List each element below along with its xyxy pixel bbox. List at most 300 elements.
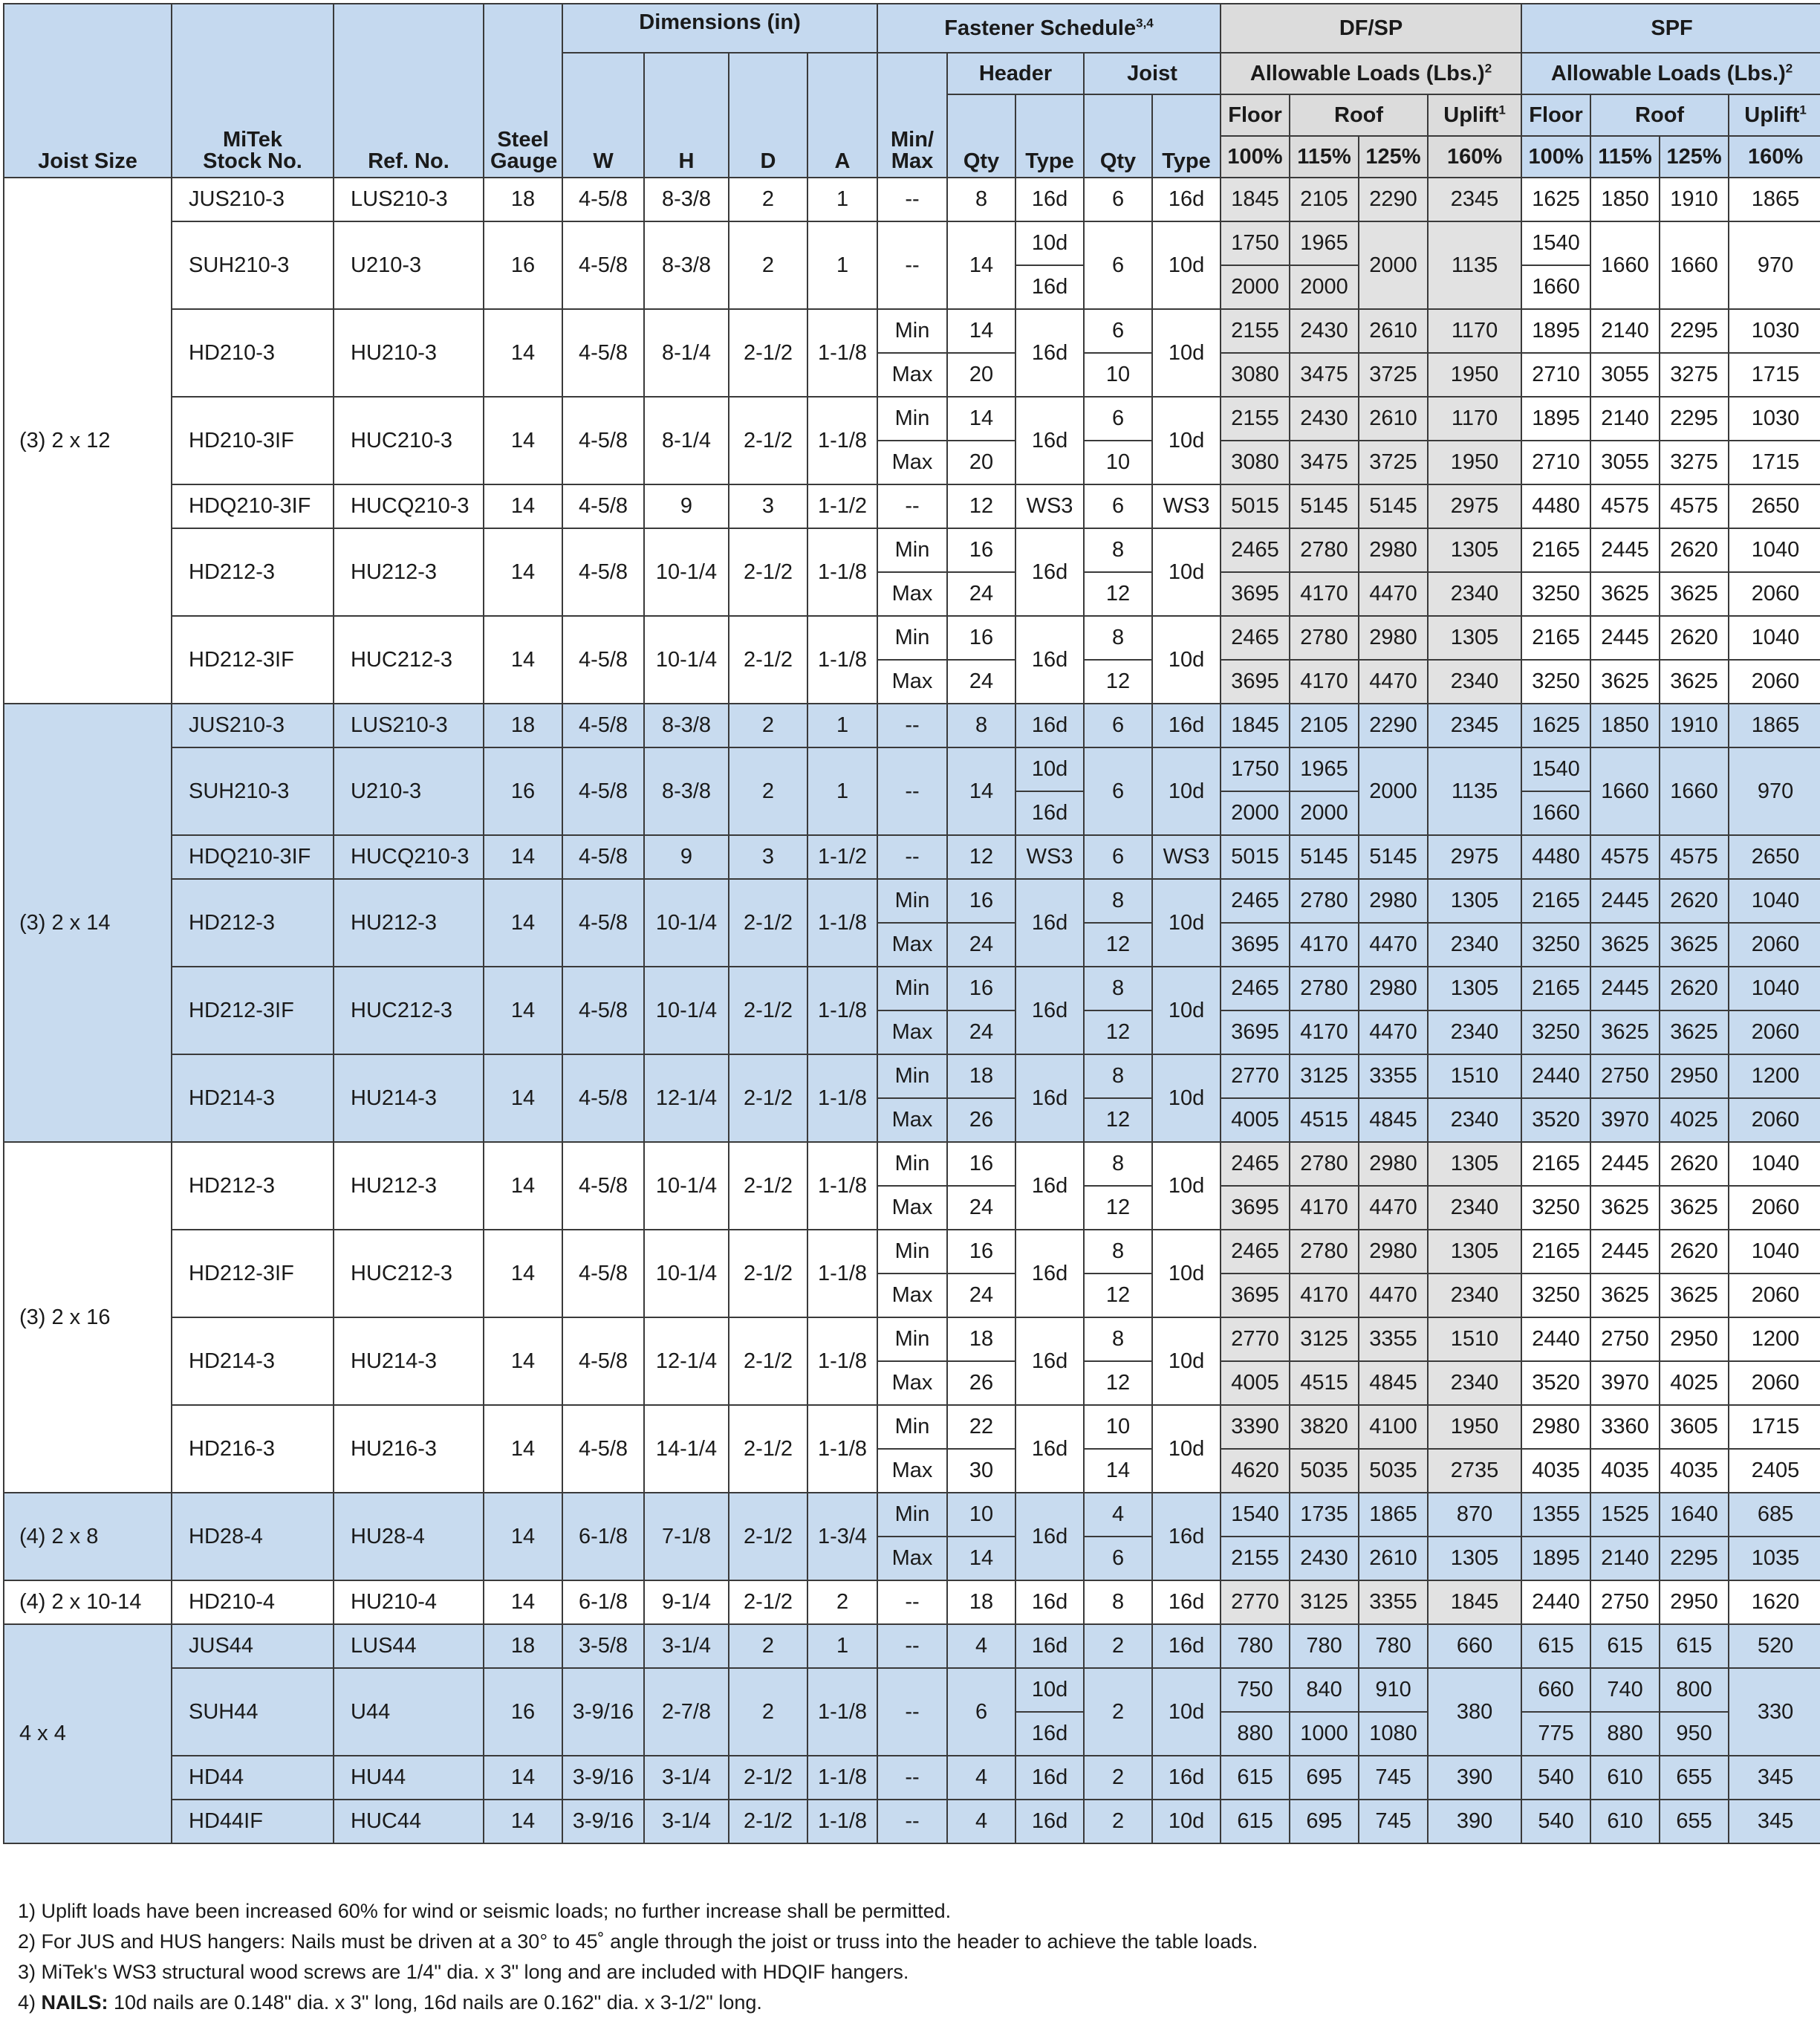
- dfsp-floor-cell: 1845: [1221, 178, 1290, 221]
- dim-a-cell: 1-3/4: [807, 1493, 877, 1580]
- ref-no-cell: HUC212-3: [334, 1230, 484, 1317]
- header-type-cell: 16d: [1015, 879, 1084, 967]
- dim-h-cell: 8-1/4: [644, 397, 729, 484]
- ref-no-cell: HUC210-3: [334, 397, 484, 484]
- joist-qty-cell: 8: [1084, 1230, 1152, 1274]
- gauge-cell: 18: [484, 1624, 562, 1668]
- table-row: [4, 1580, 1820, 1624]
- dim-d-cell: 2-1/2: [729, 879, 807, 967]
- dfsp-roof125-cell: 2290: [1359, 178, 1428, 221]
- table-header: [4, 4, 1820, 178]
- header-qty-cell: 22: [947, 1405, 1015, 1449]
- dim-w-cell: 4-5/8: [562, 704, 644, 747]
- dim-a-cell: 1-1/8: [807, 967, 877, 1054]
- spf-floor-cell: 1660: [1521, 265, 1590, 309]
- table-row: [4, 1800, 1820, 1843]
- stock-no-cell: HD28-4: [172, 1493, 334, 1580]
- ref-no-cell: LUS44: [334, 1624, 484, 1668]
- dim-d-cell: 2-1/2: [729, 1054, 807, 1142]
- spf-roof125-cell: 2950: [1660, 1317, 1729, 1361]
- ref-no-cell: HUCQ210-3: [334, 484, 484, 528]
- joist-size-cell: (4) 2 x 10-14: [4, 1580, 172, 1624]
- joist-type-cell: 10d: [1152, 616, 1221, 704]
- spf-roof125-cell: 3625: [1660, 572, 1729, 616]
- dfsp-roof125-cell: 3355: [1359, 1580, 1428, 1624]
- dim-h-cell: 14-1/4: [644, 1405, 729, 1493]
- header-type-cell: 16d: [1015, 1054, 1084, 1142]
- col-ref-no: Ref. No.: [334, 4, 484, 178]
- spf-floor-cell: 1540: [1521, 221, 1590, 265]
- dfsp-roof115-cell: 2780: [1290, 879, 1359, 923]
- min-max-cell: Max: [877, 660, 947, 704]
- dim-w-cell: 3-9/16: [562, 1800, 644, 1843]
- spf-uplift-cell: 2060: [1729, 1098, 1820, 1142]
- ref-no-cell: HU212-3: [334, 879, 484, 967]
- table-row: [4, 967, 1820, 1010]
- dfsp-uplift-cell: 2340: [1428, 1186, 1521, 1230]
- gauge-cell: 14: [484, 1142, 562, 1230]
- dim-d-cell: 2-1/2: [729, 616, 807, 704]
- gauge-cell: 16: [484, 221, 562, 309]
- spf-roof125-cell: 4025: [1660, 1098, 1729, 1142]
- joist-type-cell: 16d: [1152, 1756, 1221, 1800]
- dim-h-cell: 10-1/4: [644, 1230, 729, 1317]
- min-max-cell: Max: [877, 353, 947, 397]
- dfsp-uplift-cell: 2340: [1428, 923, 1521, 967]
- dim-w-cell: 4-5/8: [562, 1405, 644, 1493]
- min-max-cell: Max: [877, 572, 947, 616]
- spf-uplift-cell: 1620: [1729, 1580, 1820, 1624]
- header-qty-cell: 14: [947, 747, 1015, 835]
- dim-w-cell: 6-1/8: [562, 1580, 644, 1624]
- spf-uplift-cell: 970: [1729, 747, 1820, 835]
- ref-no-cell: LUS210-3: [334, 704, 484, 747]
- dfsp-floor-cell: 2770: [1221, 1317, 1290, 1361]
- footnote-2: 2) For JUS and HUS hangers: Nails must be driven at a 30° to 45˚ angle through the joist or truss into the header to achieve the table loads.: [18, 1930, 1258, 1953]
- dfsp-roof115-cell: 2780: [1290, 967, 1359, 1010]
- joist-type-cell: 16d: [1152, 178, 1221, 221]
- spf-roof125-cell: 4035: [1660, 1449, 1729, 1493]
- dfsp-roof125-cell: 4470: [1359, 660, 1428, 704]
- col-mitek-stock: MiTek Stock No.: [172, 4, 334, 178]
- dfsp-floor-cell: 750: [1221, 1668, 1290, 1712]
- joist-qty-cell: 12: [1084, 660, 1152, 704]
- dfsp-roof115-cell: 4170: [1290, 660, 1359, 704]
- dim-h-cell: 9: [644, 835, 729, 879]
- dim-w-cell: 4-5/8: [562, 616, 644, 704]
- dfsp-roof125-cell: 4470: [1359, 572, 1428, 616]
- footnote-4-bold: NAILS:: [41, 1991, 108, 2014]
- gauge-cell: 14: [484, 1800, 562, 1843]
- header-qty-cell: 8: [947, 178, 1015, 221]
- min-max-cell: Min: [877, 1054, 947, 1098]
- joist-qty-cell: 8: [1084, 1317, 1152, 1361]
- spf-floor-cell: 3250: [1521, 572, 1590, 616]
- header-type-cell: 16d: [1015, 1493, 1084, 1580]
- min-max-cell: --: [877, 221, 947, 309]
- dim-w-cell: 4-5/8: [562, 879, 644, 967]
- ref-no-cell: HUC44: [334, 1800, 484, 1843]
- spf-uplift-cell: 1865: [1729, 704, 1820, 747]
- spf-uplift-cell: 2405: [1729, 1449, 1820, 1493]
- stock-no-cell: HD216-3: [172, 1405, 334, 1493]
- dfsp-roof115-cell: 2000: [1290, 791, 1359, 835]
- dim-w-cell: 4-5/8: [562, 528, 644, 616]
- spf-floor-cell: 2165: [1521, 1230, 1590, 1274]
- col-w: W: [562, 53, 644, 178]
- spf-100: 100%: [1521, 136, 1590, 178]
- dfsp-uplift-cell: 1510: [1428, 1054, 1521, 1098]
- dfsp-uplift-cell: 2340: [1428, 572, 1521, 616]
- spf-uplift-cell: 2060: [1729, 572, 1820, 616]
- gauge-cell: 14: [484, 1405, 562, 1493]
- dfsp-roof115-cell: 2780: [1290, 528, 1359, 572]
- stock-no-cell: HD212-3: [172, 528, 334, 616]
- dim-d-cell: 2-1/2: [729, 1800, 807, 1843]
- joist-type-cell: 10d: [1152, 1668, 1221, 1756]
- dfsp-floor-cell: 3080: [1221, 353, 1290, 397]
- joist-type-cell: 10d: [1152, 1142, 1221, 1230]
- spf-floor-cell: 1895: [1521, 397, 1590, 441]
- spf-uplift-cell: 2060: [1729, 1010, 1820, 1054]
- ref-no-cell: U210-3: [334, 221, 484, 309]
- joist-size-cell: (3) 2 x 16: [4, 1142, 172, 1493]
- dfsp-uplift-cell: 1135: [1428, 221, 1521, 309]
- dim-w-cell: 4-5/8: [562, 309, 644, 397]
- spf-roof115-cell: 2445: [1590, 967, 1660, 1010]
- dfsp-floor-cell: 615: [1221, 1800, 1290, 1843]
- joist-type-cell: 10d: [1152, 1054, 1221, 1142]
- table-body: [4, 178, 1820, 1843]
- joist-qty-cell: 8: [1084, 1580, 1152, 1624]
- spf-roof115-cell: 1660: [1590, 747, 1660, 835]
- joist-qty-cell: 10: [1084, 353, 1152, 397]
- joist-qty-cell: 2: [1084, 1756, 1152, 1800]
- dim-a-cell: 1-1/8: [807, 1756, 877, 1800]
- table-row: [4, 1054, 1820, 1098]
- dfsp-roof125-cell: 2000: [1359, 221, 1428, 309]
- dfsp-roof125-cell: 2000: [1359, 747, 1428, 835]
- spf-floor-cell: 1355: [1521, 1493, 1590, 1537]
- header-qty-cell: 24: [947, 572, 1015, 616]
- gauge-cell: 14: [484, 1230, 562, 1317]
- gauge-cell: 14: [484, 1054, 562, 1142]
- fastener-sup: 3,4: [1136, 15, 1154, 30]
- joist-qty-cell: 6: [1084, 747, 1152, 835]
- dfsp-125: 125%: [1359, 136, 1428, 178]
- min-max-cell: Min: [877, 1230, 947, 1274]
- dim-d-cell: 3: [729, 835, 807, 879]
- spf-floor-cell: 2980: [1521, 1405, 1590, 1449]
- table-row: [4, 1668, 1820, 1712]
- joist-type-cell: 16d: [1152, 704, 1221, 747]
- dfsp-115: 115%: [1290, 136, 1359, 178]
- min-max-cell: Min: [877, 879, 947, 923]
- dfsp-roof115-cell: 2430: [1290, 1537, 1359, 1580]
- gauge-cell: 14: [484, 528, 562, 616]
- header-type-cell: 16d: [1015, 704, 1084, 747]
- dim-h-cell: 10-1/4: [644, 1142, 729, 1230]
- header-type-cell: 16d: [1015, 178, 1084, 221]
- dfsp-floor-cell: 2465: [1221, 1230, 1290, 1274]
- dfsp-roof115-cell: 4170: [1290, 923, 1359, 967]
- spf-roof125-cell: 2620: [1660, 1142, 1729, 1186]
- dim-w-cell: 4-5/8: [562, 1054, 644, 1142]
- dim-d-cell: 2: [729, 221, 807, 309]
- dfsp-roof115-cell: 2430: [1290, 397, 1359, 441]
- dim-w-cell: 4-5/8: [562, 221, 644, 309]
- header-type-cell: 16d: [1015, 967, 1084, 1054]
- spf-floor-cell: 2440: [1521, 1317, 1590, 1361]
- header-type-cell: 16d: [1015, 528, 1084, 616]
- joist-size-cell: (4) 2 x 8: [4, 1493, 172, 1580]
- col-h: H: [644, 53, 729, 178]
- dfsp-uplift-cell: 1170: [1428, 309, 1521, 353]
- spf-floor-cell: 4480: [1521, 835, 1590, 879]
- header-type-cell: 10d: [1015, 221, 1084, 265]
- spf-floor-cell: 615: [1521, 1624, 1590, 1668]
- dfsp-roof115-cell: 3125: [1290, 1054, 1359, 1098]
- gauge-cell: 14: [484, 835, 562, 879]
- dfsp-allowable: [1221, 53, 1521, 94]
- header-qty-cell: 20: [947, 353, 1015, 397]
- spf-roof115-cell: 2750: [1590, 1580, 1660, 1624]
- header-qty-cell: 26: [947, 1361, 1015, 1405]
- joist-qty-cell: 6: [1084, 178, 1152, 221]
- dim-a-cell: 1: [807, 1624, 877, 1668]
- joist-type-cell: 10d: [1152, 1800, 1221, 1843]
- header-qty-cell: 10: [947, 1493, 1015, 1537]
- dim-h-cell: 8-1/4: [644, 309, 729, 397]
- dim-a-cell: 1-1/8: [807, 616, 877, 704]
- dfsp-roof125-cell: 2980: [1359, 1230, 1428, 1274]
- spf-roof125-cell: 2620: [1660, 879, 1729, 923]
- dim-h-cell: 12-1/4: [644, 1054, 729, 1142]
- dim-h-cell: 3-1/4: [644, 1756, 729, 1800]
- dfsp-floor-cell: 2465: [1221, 879, 1290, 923]
- spf-uplift-cell: 2060: [1729, 923, 1820, 967]
- dim-w-cell: 4-5/8: [562, 1142, 644, 1230]
- header-qty-cell: 24: [947, 660, 1015, 704]
- stock-no-cell: HD212-3IF: [172, 967, 334, 1054]
- dfsp-roof125-cell: 2980: [1359, 528, 1428, 572]
- ref-no-cell: HUC212-3: [334, 616, 484, 704]
- footnote-3: 3) MiTek's WS3 structural wood screws are 1/4" dia. x 3" long and are included with HDQIF hangers.: [18, 1961, 909, 1983]
- spf-uplift-cell: 2060: [1729, 1361, 1820, 1405]
- dim-a-cell: 1: [807, 704, 877, 747]
- min-max-cell: Min: [877, 309, 947, 353]
- spf-roof115-cell: 3055: [1590, 353, 1660, 397]
- spf-roof125-cell: 4575: [1660, 835, 1729, 879]
- dfsp-floor-cell: 880: [1221, 1712, 1290, 1756]
- dfsp-floor-cell: 3390: [1221, 1405, 1290, 1449]
- min-max-cell: Max: [877, 1274, 947, 1317]
- col-steel-gauge: Steel Gauge: [484, 4, 562, 178]
- dim-h-cell: 10-1/4: [644, 879, 729, 967]
- dfsp-roof125-cell: 2290: [1359, 704, 1428, 747]
- dfsp-roof125-cell: 2610: [1359, 1537, 1428, 1580]
- col-a: A: [807, 53, 877, 178]
- header-qty-cell: 30: [947, 1449, 1015, 1493]
- dfsp-roof125-cell: 1865: [1359, 1493, 1428, 1537]
- dfsp-uplift-cell: 2975: [1428, 484, 1521, 528]
- joist-type-cell: 10d: [1152, 397, 1221, 484]
- dfsp-roof125-cell: 5035: [1359, 1449, 1428, 1493]
- min-max-cell: --: [877, 1756, 947, 1800]
- header-qty-cell: 8: [947, 704, 1015, 747]
- header-qty-cell: 4: [947, 1800, 1015, 1843]
- dim-w-cell: 4-5/8: [562, 747, 644, 835]
- ref-no-cell: HU212-3: [334, 528, 484, 616]
- spf-uplift-cell: 1040: [1729, 528, 1820, 572]
- joist-qty-cell: 6: [1084, 835, 1152, 879]
- col-dimensions: Dimensions (in): [562, 4, 877, 53]
- dfsp-uplift-cell: 2340: [1428, 1010, 1521, 1054]
- table-row: [4, 704, 1820, 747]
- spf-uplift-cell: 1200: [1729, 1054, 1820, 1098]
- dim-a-cell: 1: [807, 747, 877, 835]
- dfsp-roof125-cell: 4100: [1359, 1405, 1428, 1449]
- spf-roof125-cell: 800: [1660, 1668, 1729, 1712]
- spf-roof115-cell: 610: [1590, 1756, 1660, 1800]
- joist-type-cell: WS3: [1152, 835, 1221, 879]
- dfsp-roof115-cell: 4170: [1290, 1274, 1359, 1317]
- header-type-cell: 16d: [1015, 265, 1084, 309]
- dfsp-roof115-cell: 5035: [1290, 1449, 1359, 1493]
- dim-a-cell: 1-1/8: [807, 1230, 877, 1317]
- header-qty-cell: 18: [947, 1054, 1015, 1098]
- dfsp-uplift-cell: 2340: [1428, 1098, 1521, 1142]
- dim-h-cell: 8-3/8: [644, 221, 729, 309]
- dim-h-cell: 9: [644, 484, 729, 528]
- stock-no-cell: HD44: [172, 1756, 334, 1800]
- dfsp-uplift-cell: 1950: [1428, 353, 1521, 397]
- stock-no-cell: SUH210-3: [172, 747, 334, 835]
- dim-d-cell: 2: [729, 704, 807, 747]
- dfsp-roof115-cell: 1965: [1290, 221, 1359, 265]
- dfsp-floor-cell: 2770: [1221, 1580, 1290, 1624]
- header-qty-cell: 16: [947, 616, 1015, 660]
- ref-no-cell: HUCQ210-3: [334, 835, 484, 879]
- spf-roof125-cell: 3275: [1660, 441, 1729, 484]
- gauge-cell: 18: [484, 704, 562, 747]
- dfsp-uplift-cell: 1305: [1428, 1142, 1521, 1186]
- spf-uplift-cell: 1040: [1729, 879, 1820, 923]
- header-qty-cell: 18: [947, 1580, 1015, 1624]
- dfsp-roof115-cell: 3475: [1290, 441, 1359, 484]
- spf-uplift-cell: 1030: [1729, 397, 1820, 441]
- dfsp-roof115-cell: 780: [1290, 1624, 1359, 1668]
- spf-uplift-cell: 1040: [1729, 1142, 1820, 1186]
- min-max-cell: Min: [877, 1317, 947, 1361]
- dfsp-floor-cell: 3695: [1221, 1186, 1290, 1230]
- spf-floor: Floor: [1521, 94, 1590, 136]
- joist-type-cell: 10d: [1152, 967, 1221, 1054]
- header-type-cell: 16d: [1015, 1317, 1084, 1405]
- fastener-schedule-label: Fastener Schedule: [944, 16, 1137, 40]
- joist-qty-cell: 2: [1084, 1800, 1152, 1843]
- min-max-cell: --: [877, 484, 947, 528]
- min-max-cell: --: [877, 178, 947, 221]
- spf-floor-cell: 1625: [1521, 704, 1590, 747]
- header-type-cell: 16d: [1015, 1405, 1084, 1493]
- spf-allowable-label: Allowable Loads (Lbs.): [1550, 61, 1786, 85]
- spf-roof115-cell: 3625: [1590, 923, 1660, 967]
- dfsp-roof115-cell: 3475: [1290, 353, 1359, 397]
- header-type-cell: 16d: [1015, 1142, 1084, 1230]
- dim-a-cell: 1-1/2: [807, 835, 877, 879]
- joist-type-cell: 10d: [1152, 528, 1221, 616]
- header-type-cell: 10d: [1015, 1668, 1084, 1712]
- table-row: [4, 528, 1820, 572]
- min-max-cell: --: [877, 1800, 947, 1843]
- stock-no-cell: HD214-3: [172, 1054, 334, 1142]
- spf-roof115-cell: 2140: [1590, 309, 1660, 353]
- dfsp-uplift-sup: 1: [1498, 102, 1506, 117]
- min-max-cell: Max: [877, 1098, 947, 1142]
- dim-h-cell: 3-1/4: [644, 1624, 729, 1668]
- dim-d-cell: 2: [729, 1668, 807, 1756]
- dfsp-uplift-cell: 1950: [1428, 441, 1521, 484]
- spf-roof125-cell: 3625: [1660, 1010, 1729, 1054]
- spf-uplift-cell: 1030: [1729, 309, 1820, 353]
- joist-type-cell: 10d: [1152, 879, 1221, 967]
- dfsp-roof125-cell: 4470: [1359, 923, 1428, 967]
- header-qty-cell: 24: [947, 923, 1015, 967]
- min-max-cell: Min: [877, 616, 947, 660]
- dfsp-uplift-cell: 2340: [1428, 1274, 1521, 1317]
- col-fastener-schedule: [877, 4, 1221, 53]
- header-qty-cell: 20: [947, 441, 1015, 484]
- spf-roof125-cell: 3625: [1660, 660, 1729, 704]
- dfsp-floor-cell: 615: [1221, 1756, 1290, 1800]
- dfsp-floor-cell: 2155: [1221, 309, 1290, 353]
- joist-type-cell: 10d: [1152, 747, 1221, 835]
- dfsp-roof115-cell: 3820: [1290, 1405, 1359, 1449]
- gauge-cell: 14: [484, 484, 562, 528]
- joist-type-cell: 10d: [1152, 1405, 1221, 1493]
- dfsp-roof115-cell: 4515: [1290, 1361, 1359, 1405]
- dfsp-roof115-cell: 3125: [1290, 1317, 1359, 1361]
- min-max-cell: --: [877, 835, 947, 879]
- dim-d-cell: 2-1/2: [729, 1493, 807, 1580]
- dfsp-roof125-cell: 4470: [1359, 1010, 1428, 1054]
- spf-roof115-cell: 3970: [1590, 1098, 1660, 1142]
- spf-floor-cell: 660: [1521, 1668, 1590, 1712]
- dfsp-roof115-cell: 695: [1290, 1800, 1359, 1843]
- header-type-cell: 16d: [1015, 616, 1084, 704]
- header-type-cell: 16d: [1015, 1230, 1084, 1317]
- dim-d-cell: 2: [729, 178, 807, 221]
- spf-floor-cell: 3520: [1521, 1098, 1590, 1142]
- header-qty-cell: 16: [947, 1142, 1015, 1186]
- header-qty-cell: 16: [947, 1230, 1015, 1274]
- spf-uplift-cell: 2650: [1729, 484, 1820, 528]
- table-row: [4, 1624, 1820, 1668]
- dim-a-cell: 1-1/8: [807, 528, 877, 616]
- joist-size-cell: (3) 2 x 12: [4, 178, 172, 704]
- min-max-cell: Min: [877, 528, 947, 572]
- spf-uplift-cell: 345: [1729, 1800, 1820, 1843]
- dfsp-uplift-cell: 2345: [1428, 178, 1521, 221]
- spf-roof115-cell: 610: [1590, 1800, 1660, 1843]
- gauge-cell: 14: [484, 967, 562, 1054]
- min-max-cell: Min: [877, 1493, 947, 1537]
- dfsp-floor-cell: 1540: [1221, 1493, 1290, 1537]
- dim-d-cell: 2-1/2: [729, 1756, 807, 1800]
- dfsp-roof115-cell: 2780: [1290, 1142, 1359, 1186]
- spf-floor-cell: 3250: [1521, 1274, 1590, 1317]
